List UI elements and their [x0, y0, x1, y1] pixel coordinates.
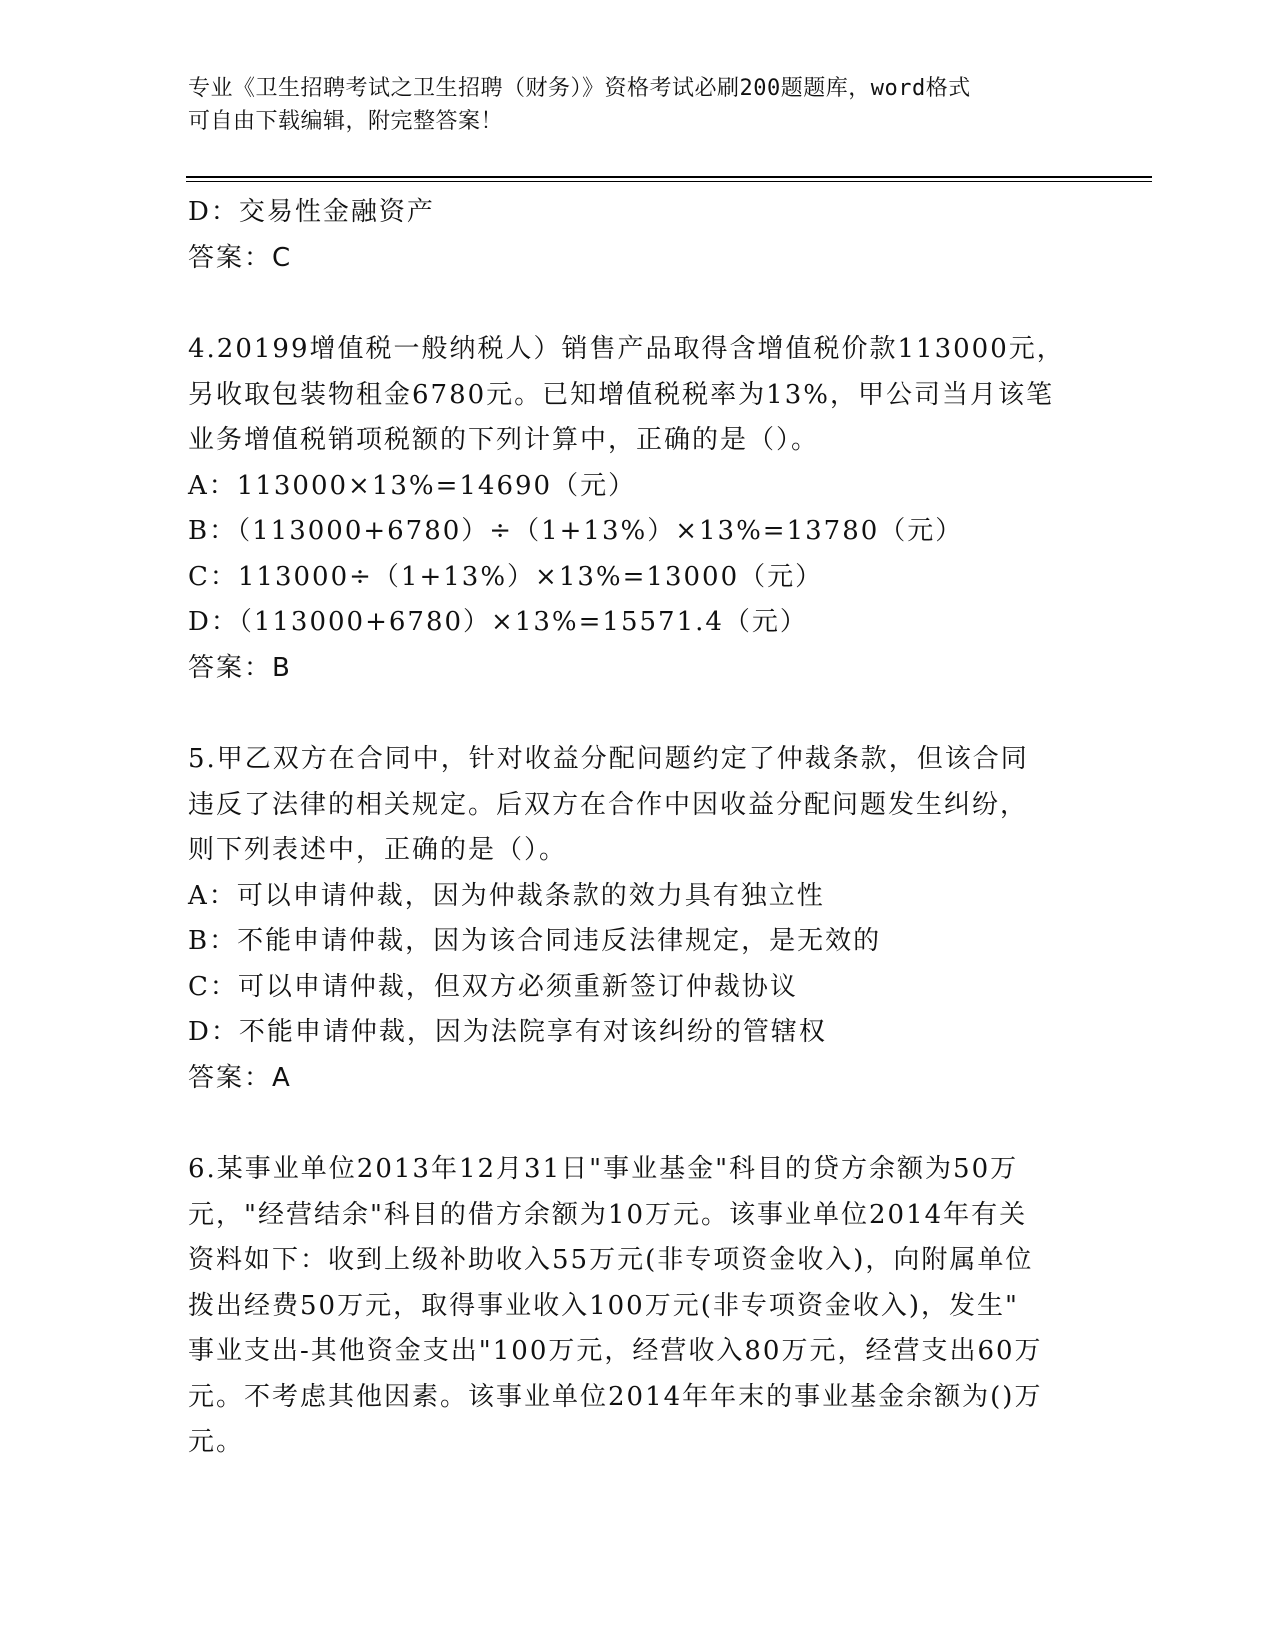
document-header [188, 72, 1088, 138]
spacer [188, 1101, 1088, 1147]
option-b: B：不能申请仲裁，因为该合同违反法律规定，是无效的 [188, 926, 882, 956]
question-4 [188, 327, 1088, 691]
option-d: D：（113000+6780）×13%=15571.4（元） [188, 607, 808, 637]
question-stem-line: 6.某事业单位2013年12月31日"事业基金"科目的贷方余额为50万 [188, 1154, 1019, 1184]
option-b: B：（113000+6780）÷（1+13%）×13%=13780（元） [188, 516, 964, 546]
answer: 答案：C [188, 242, 293, 273]
question-stem-line: 元，"经营结余"科目的借方余额为10万元。该事业单位2014年有关 [188, 1199, 1028, 1230]
header-divider-thin [186, 181, 1152, 182]
question-stem-line: 5.甲乙双方在合同中，针对收益分配问题约定了仲裁条款，但该合同 [188, 744, 1029, 774]
option-d: D：交易性金融资产 [188, 197, 435, 227]
question-5 [188, 737, 1088, 1101]
spacer [188, 281, 1088, 327]
option-a: A：113000×13%=14690（元） [188, 470, 637, 501]
spacer [188, 691, 1088, 737]
answer: 答案：A [188, 1062, 292, 1093]
header-divider-thick [186, 176, 1152, 178]
question-stem-line: 违反了法律的相关规定。后双方在合作中因收益分配问题发生纠纷， [188, 789, 1029, 820]
question-stem-line: 4.20199增值税一般纳税人）销售产品取得含增值税价款113000元， [188, 334, 1065, 364]
option-d: D：不能申请仲裁，因为法院享有对该纠纷的管辖权 [188, 1017, 827, 1047]
question-3-tail [188, 190, 1088, 281]
question-stem-line: 元。不考虑其他因素。该事业单位2014年年末的事业基金余额为()万 [188, 1381, 1043, 1412]
header-line-2: 可自由下载编辑，附完整答案！ [188, 109, 504, 134]
option-c: C：113000÷（1+13%）×13%=13000（元） [188, 561, 824, 592]
answer: 答案：B [188, 652, 292, 683]
question-stem-line: 拨出经费50万元，取得事业收入100万元(非专项资金收入)，发生" [188, 1290, 1019, 1321]
question-stem-line: 资料如下：收到上级补助收入55万元(非专项资金收入)，向附属单位 [188, 1245, 1034, 1275]
option-c: C：可以申请仲裁，但双方必须重新签订仲裁协议 [188, 971, 798, 1002]
document-body [188, 190, 1088, 1466]
question-stem-line: 则下列表述中，正确的是（）。 [188, 835, 568, 865]
question-stem-line: 事业支出-其他资金支出"100万元，经营收入80万元，经营支出60万 [188, 1336, 1043, 1366]
question-stem-line: 业务增值税销项税额的下列计算中，正确的是（）。 [188, 425, 820, 455]
header-line-1: 专业《卫生招聘考试之卫生招聘（财务）》资格考试必刷200题题库，word格式 [188, 76, 971, 101]
option-a: A：可以申请仲裁，因为仲裁条款的效力具有独立性 [188, 880, 825, 911]
question-stem-line: 另收取包装物租金6780元。已知增值税税率为13%，甲公司当月该笔 [188, 379, 1054, 410]
question-stem-line: 元。 [188, 1427, 245, 1457]
question-6 [188, 1147, 1088, 1466]
